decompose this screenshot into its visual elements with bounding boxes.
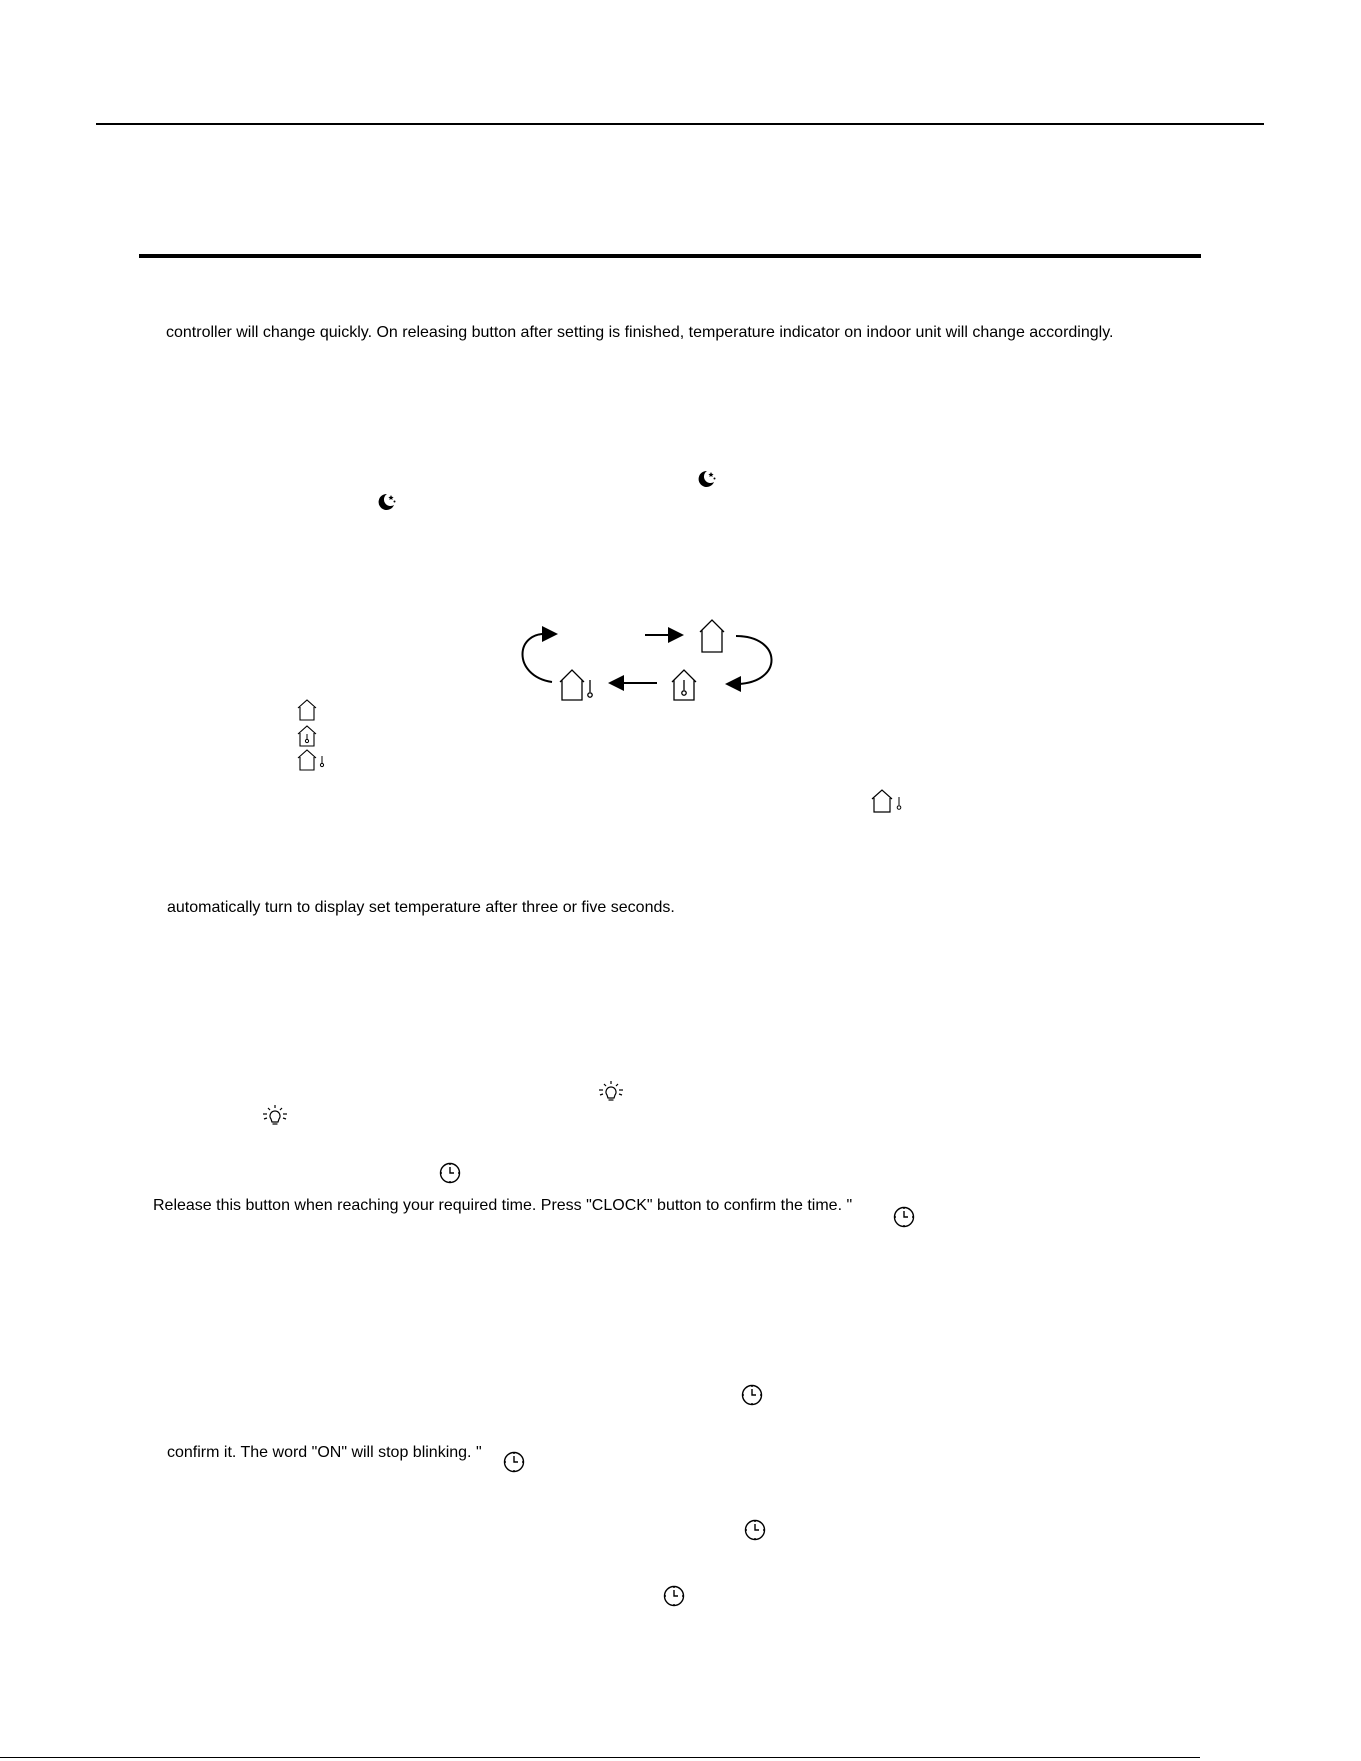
house-outdoor-thermometer-icon: [296, 748, 326, 772]
clock-release-text: Release this button when reaching your required time. Press "CLOCK" button to confirm the time. ": [153, 1197, 853, 1214]
footer-rule: [0, 1757, 1200, 1758]
temperature-change-text: controller will change quickly. On releasing button after setting is finished, temperature indicator on indoor unit will change accordingly.: [166, 324, 1114, 341]
light-bulb-icon: [596, 1080, 626, 1104]
header-rule: [96, 123, 1264, 125]
clock-icon: [502, 1450, 526, 1474]
house-thermometer-icon: [296, 724, 318, 748]
clock-icon: [438, 1161, 462, 1185]
display-return-text: automatically turn to display set temperature after three or five seconds.: [167, 899, 675, 916]
house-icon: [296, 698, 318, 722]
house-outdoor-thermometer-icon: [870, 788, 904, 814]
moon-stars-icon: [695, 468, 717, 490]
clock-icon: [662, 1584, 686, 1608]
timer-confirm-text: confirm it. The word "ON" will stop blinking. ": [167, 1444, 482, 1461]
clock-icon: [740, 1383, 764, 1407]
house-icon: [700, 620, 724, 652]
cycle-arrow-right: [727, 636, 772, 684]
house-outdoor-thermometer-icon: [560, 670, 592, 700]
light-bulb-icon: [260, 1104, 290, 1128]
clock-icon: [892, 1205, 916, 1229]
clock-icon: [743, 1518, 767, 1542]
moon-stars-icon: [375, 491, 397, 513]
cycle-arrow-return: [523, 634, 557, 682]
house-thermometer-icon: [672, 670, 696, 700]
section-rule: [139, 254, 1201, 258]
temperature-display-cycle-diagram: [512, 610, 790, 706]
